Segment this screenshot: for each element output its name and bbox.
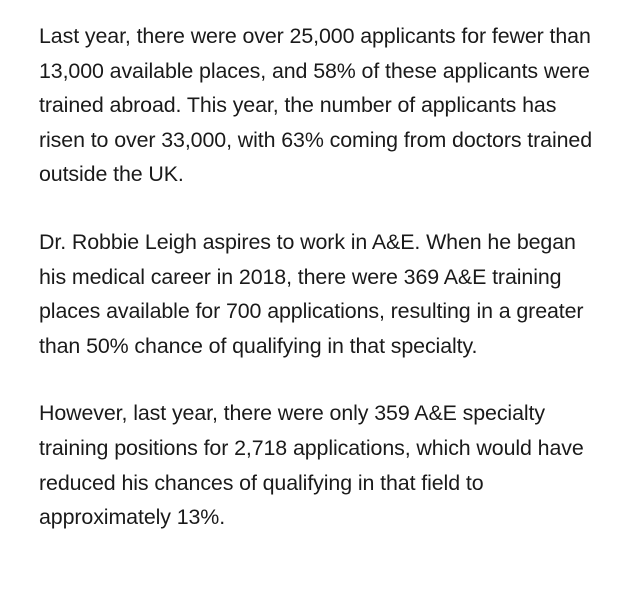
paragraph-reduced-chances: However, last year, there were only 359 A&E specialty training positions for 2,718 applications, which would have reduced his chances of qualifying in that field to approximately 13%. — [39, 401, 584, 530]
article-body — [39, 19, 599, 568]
paragraph-robbie-leigh-career: Dr. Robbie Leigh aspires to work in A&E. When he began his medical career in 2018, there were 369 A&E training places available for 700 applications, resulting in a greater than 50% chance of qualifying in that specialty. — [39, 229, 584, 358]
paragraph-applicants-stats: Last year, there were over 25,000 applicants for fewer than 13,000 available places, and 58% of these applicants were trained abroad. This year, the number of applicants has risen to over 33,000, with 63% coming from doctors trained outside the UK. — [39, 24, 593, 187]
